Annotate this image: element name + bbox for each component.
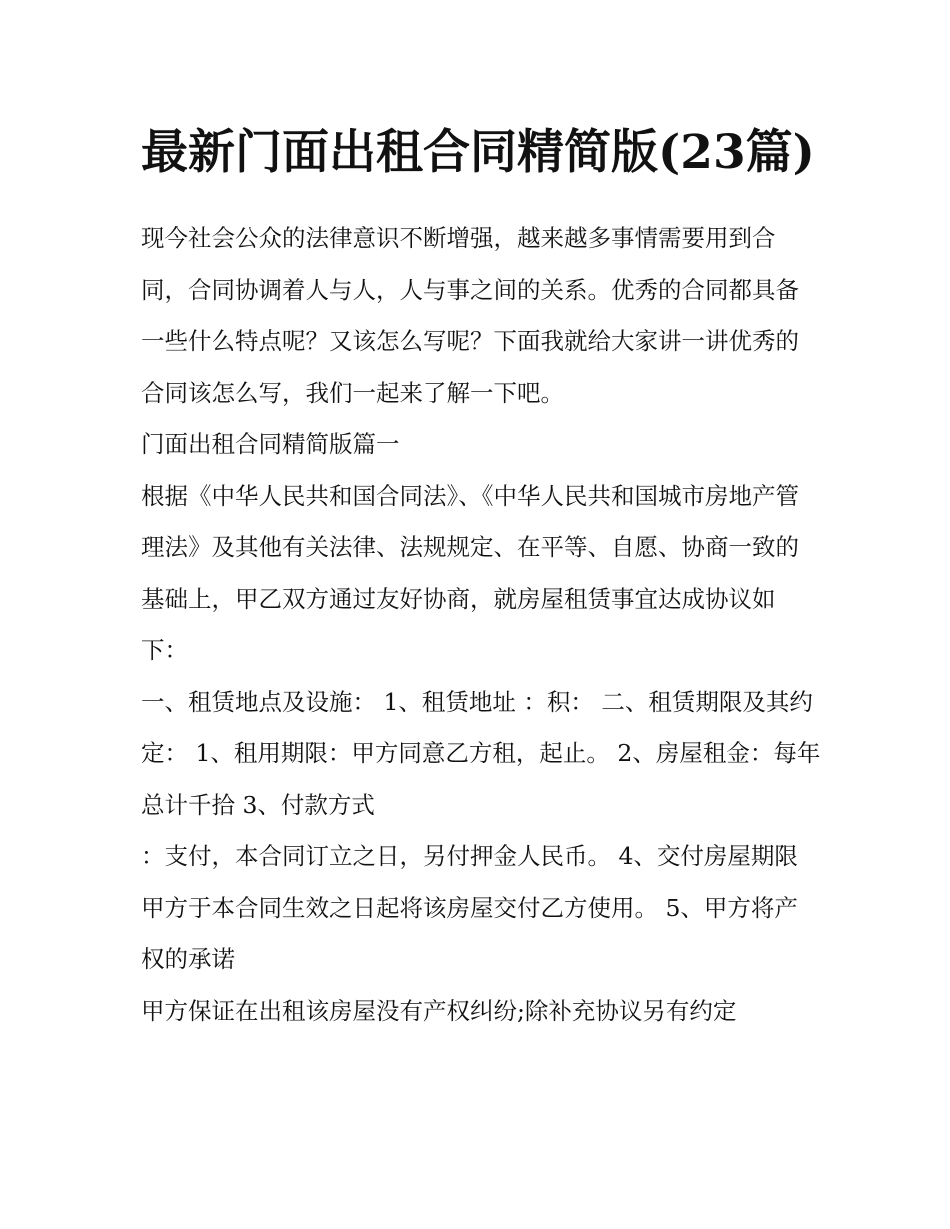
contract-preamble-paragraph: 根据《中华人民共和国合同法》、《中华人民共和国城市房地产管理法》及其他有关法律、法规规定、在平等、自愿、协商一致的基础上，甲乙双方通过友好协商，就房屋租赁事宜达成协议如下： — [141, 481, 799, 664]
ownership-guarantee-paragraph: 甲方保证在出租该房屋没有产权纠纷;除补充协议另有约定 — [141, 996, 737, 1025]
section-heading: 门面出租合同精简版篇一 — [141, 430, 400, 458]
document-body — [141, 213, 821, 1037]
intro-paragraph: 现今社会公众的法律意识不断增强，越来越多事情需要用到合同，合同协调着人与人，人与事之间的关系。优秀的合同都具备一些什么特点呢？又该怎么写呢？下面我就给大家讲一讲优秀的合同该怎么写，我们一起来了解一下吧。 — [141, 224, 799, 407]
document-title: 最新门面出租合同精简版(23篇) — [141, 125, 815, 180]
lease-terms-paragraph: 一、租赁地点及设施： 1、租赁地址 ：积： 二、租赁期限及其约定： 1、租用期限：甲方同意乙方租，起止。 2、房屋租金：每年总计千拾 3、付款方式 — [141, 687, 821, 819]
payment-terms-paragraph: ：支付，本合同订立之日，另付押金人民币。 4、交付房屋期限 甲方于本合同生效之日起将该房屋交付乙方使用。 5、甲方将产权的承诺 — [141, 842, 798, 973]
document-content — [141, 112, 821, 1037]
